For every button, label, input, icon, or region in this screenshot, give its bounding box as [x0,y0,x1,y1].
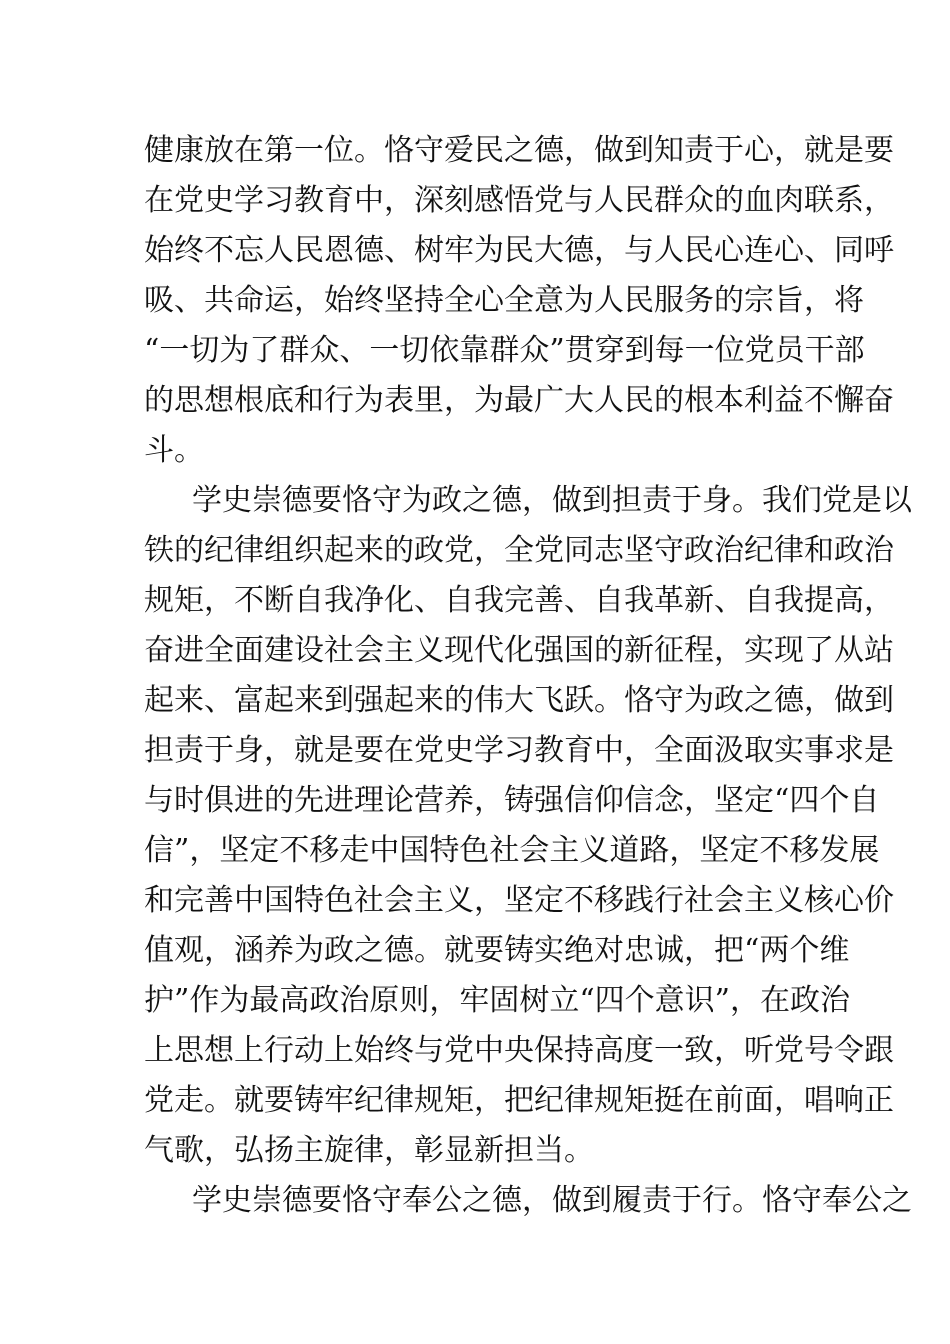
text-line: 气歌，弘扬主旋律，彰显新担当。 [144,1133,594,1168]
text-line: 规矩，不断自我净化、自我完善、自我革新、自我提高， [144,583,894,618]
text-line: 信”，坚定不移走中国特色社会主义道路，坚定不移发展 [144,833,880,868]
text-line: 在党史学习教育中，深刻感悟党与人民群众的血肉联系， [144,183,894,218]
text-line: 斗。 [144,433,204,468]
text-line: 与时俱进的先进理论营养，铸强信仰信念，坚定“四个自 [144,783,880,818]
text-line: 护”作为最高政治原则，牢固树立“四个意识”，在政治 [144,983,851,1018]
text-line: 值观，涵养为政之德。就要铸实绝对忠诚，把“两个维 [144,933,850,968]
text-line: 健康放在第一位。恪守爱民之德，做到知责于心，就是要 [144,133,894,168]
text-line: 起来、富起来到强起来的伟大飞跃。恪守为政之德，做到 [144,683,894,718]
text-line: 党走。就要铸牢纪律规矩，把纪律规矩挺在前面，唱响正 [144,1083,894,1118]
text-line: 始终不忘人民恩德、树牢为民大德，与人民心连心、同呼 [144,233,894,268]
paragraph-start-line: 学史崇德要恪守奉公之德，做到履责于行。恪守奉公之 [192,1183,912,1218]
paragraph-start-line: 学史崇德要恪守为政之德，做到担责于身。我们党是以 [192,483,912,518]
text-line: 担责于身，就是要在党史学习教育中，全面汲取实事求是 [144,733,894,768]
text-line: 和完善中国特色社会主义，坚定不移践行社会主义核心价 [144,883,894,918]
text-line: 铁的纪律组织起来的政党，全党同志坚守政治纪律和政治 [144,533,894,568]
text-line: 的思想根底和行为表里，为最广大人民的根本利益不懈奋 [144,383,894,418]
text-line: “一切为了群众、一切依靠群众”贯穿到每一位党员干部 [144,333,865,368]
text-line: 吸、共命运，始终坚持全心全意为人民服务的宗旨，将 [144,283,864,318]
text-line: 奋进全面建设社会主义现代化强国的新征程，实现了从站 [144,633,894,668]
text-line: 上思想上行动上始终与党中央保持高度一致，听党号令跟 [144,1033,894,1068]
